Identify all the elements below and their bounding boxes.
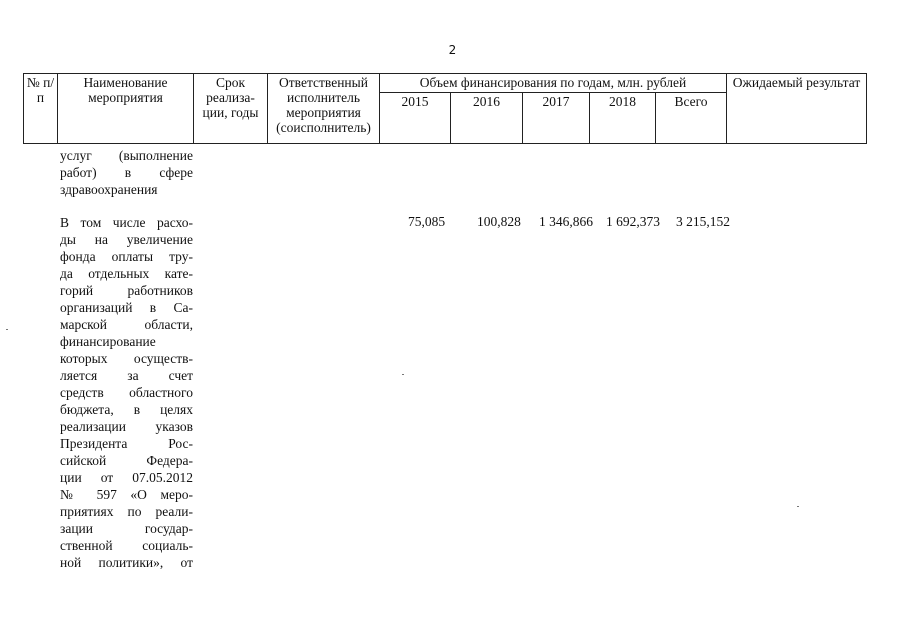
text-line: бюджета, в целях xyxy=(60,402,193,417)
value-2017: 1 346,866 xyxy=(539,214,593,229)
item-description xyxy=(60,214,193,571)
text-line: приятиях по реали- xyxy=(60,504,193,519)
header-funding-group: Объем финансирования по годам, млн. рублей xyxy=(380,74,727,93)
text-line: В том числе расхо- xyxy=(60,215,193,230)
text-line: ной политики», от xyxy=(60,555,193,570)
text-line: ственной социаль- xyxy=(60,538,193,553)
text-line: ляется за счет xyxy=(60,368,193,383)
value-2016: 100,828 xyxy=(477,214,521,229)
text-line: которых осуществ- xyxy=(60,351,193,366)
page-number: 2 xyxy=(448,43,457,57)
value-total: 3 215,152 xyxy=(676,214,730,229)
header-responsible: Ответственный исполнитель мероприятия (соисполнитель) xyxy=(268,74,380,144)
text-line: да отдельных кате- xyxy=(60,266,193,281)
header-name: Наименование мероприятия xyxy=(58,74,194,144)
funding-table-header xyxy=(23,73,867,144)
header-total: Всего xyxy=(656,93,727,144)
scan-speck xyxy=(797,506,799,507)
header-result: Ожидаемый результат xyxy=(727,74,867,144)
continuation-text xyxy=(60,147,193,198)
text-line: услуг (выполнение xyxy=(60,148,193,163)
text-line: финансирование xyxy=(60,334,156,349)
text-line: средств областного xyxy=(60,385,193,400)
text-line: работ) в сфере xyxy=(60,165,193,180)
text-line: здравоохранения xyxy=(60,182,158,197)
header-year-2018: 2018 xyxy=(590,93,656,144)
header-year-2016: 2016 xyxy=(451,93,523,144)
header-year-2015: 2015 xyxy=(380,93,451,144)
text-line: сийской Федера- xyxy=(60,453,193,468)
text-line: ды на увеличение xyxy=(60,232,193,247)
text-line: зации государ- xyxy=(60,521,193,536)
scan-speck xyxy=(6,329,8,330)
text-line: марской области, xyxy=(60,317,193,332)
value-2015: 75,085 xyxy=(408,214,446,229)
header-term: Срок реализа-ции, годы xyxy=(194,74,268,144)
text-line: организаций в Са- xyxy=(60,300,193,315)
text-line: горий работников xyxy=(60,283,193,298)
text-line: Президента Рос- xyxy=(60,436,193,451)
value-2018: 1 692,373 xyxy=(606,214,660,229)
header-year-2017: 2017 xyxy=(523,93,590,144)
header-no: № п/п xyxy=(24,74,58,144)
text-line: фонда оплаты тру- xyxy=(60,249,193,264)
text-line: № 597 «О меро- xyxy=(60,487,193,502)
scan-speck xyxy=(402,374,404,375)
text-line: реализации указов xyxy=(60,419,193,434)
text-line: ции от 07.05.2012 xyxy=(60,470,193,485)
